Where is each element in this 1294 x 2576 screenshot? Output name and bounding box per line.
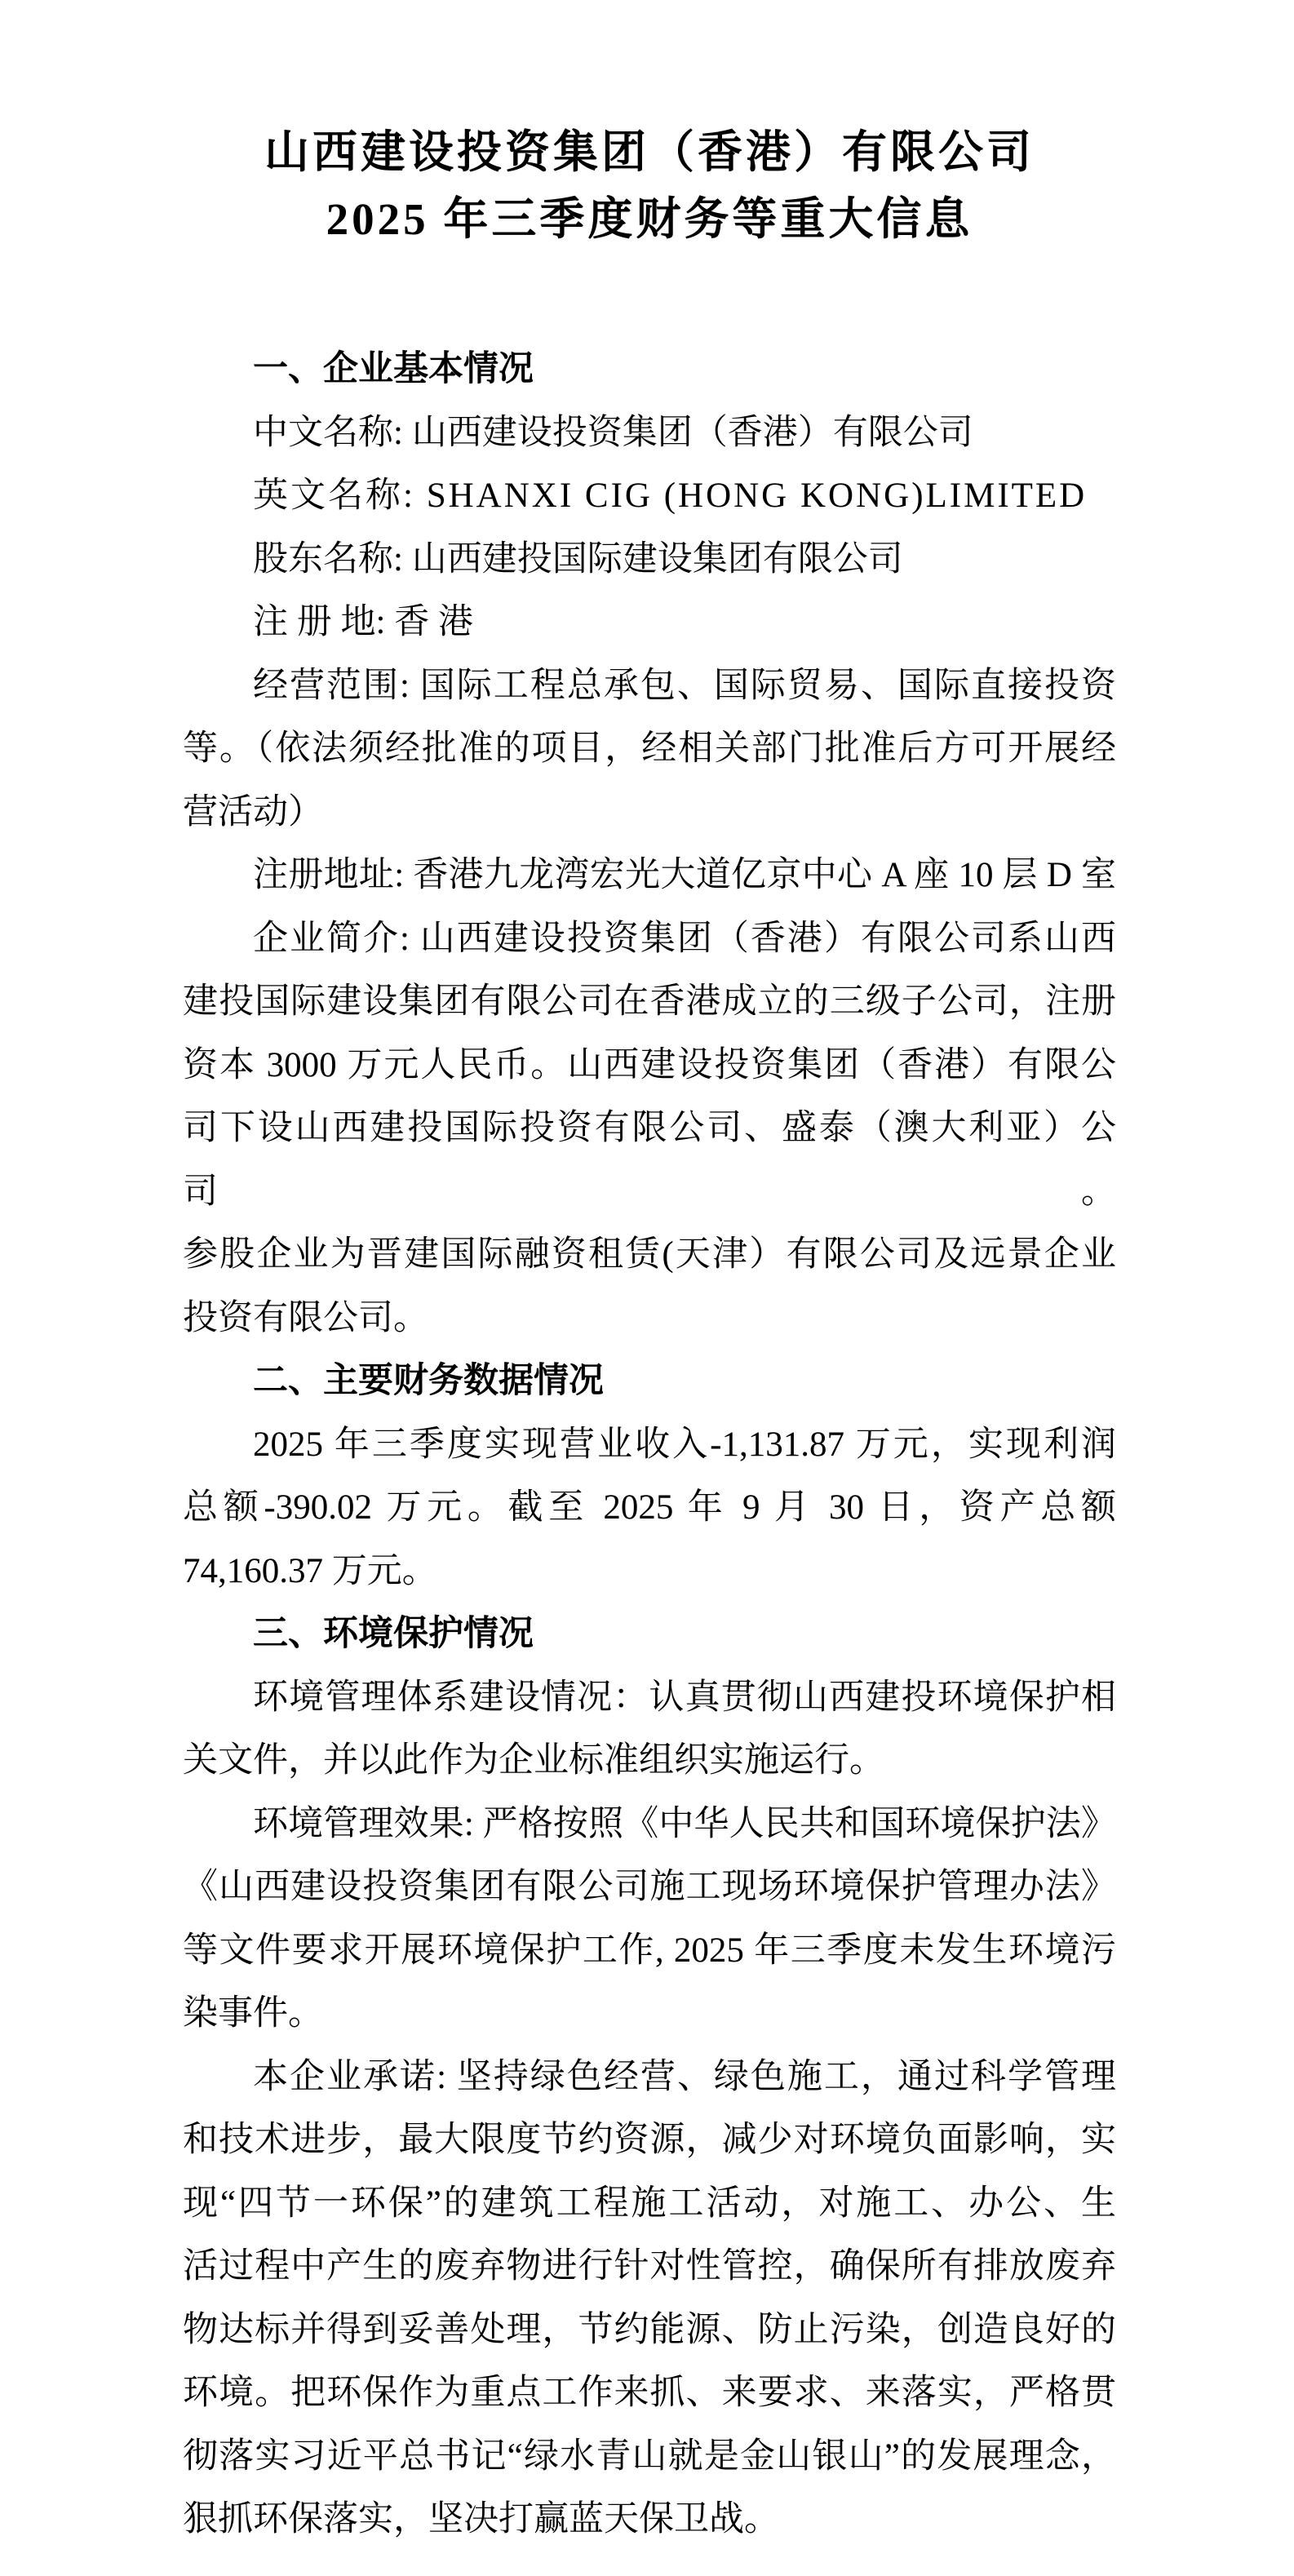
body-line: 等。（依法须经批准的项目，经相关部门批准后方可开展经	[183, 729, 1116, 768]
section-1-heading: 一、企业基本情况	[253, 349, 534, 388]
body-line: 《山西建设投资集团有限公司施工现场环境保护管理办法》	[183, 1868, 1116, 1906]
body-line: 中文名称: 山西建设投资集团（香港）有限公司	[253, 413, 973, 452]
body-line: 关文件，并以此作为企业标准组织实施运行。	[183, 1741, 884, 1780]
body-line: 英文名称: SHANXI CIG (HONG KONG)LIMITED	[253, 477, 1088, 515]
body-line: 物达标并得到妥善处理，节约能源、防止污染，创造良好的	[183, 2310, 1116, 2349]
body-line: 投资有限公司。	[183, 1298, 428, 1337]
body-line: 营活动）	[183, 792, 323, 831]
document-title-line-1: 山西建设投资集团（香港）有限公司	[264, 127, 1035, 177]
document-title-line-2: 2025 年三季度财务等重大信息	[326, 194, 973, 244]
body-line: 74,160.37 万元。	[183, 1551, 437, 1590]
body-line: 活过程中产生的废弃物进行针对性管控，确保所有排放废弃	[183, 2247, 1116, 2286]
body-line: 彻落实习近平总书记“绿水青山就是金山银山”的发展理念，	[183, 2436, 1116, 2476]
body-line: 环境。把环保作为重点工作来抓、来要求、来落实，严格贯	[183, 2374, 1116, 2412]
body-line: 注册地址: 香港九龙湾宏光大道亿京中心 A 座 10 层 D 室	[253, 856, 1116, 894]
body-line: 和技术进步，最大限度节约资源，减少对环境负面影响，实	[183, 2121, 1116, 2159]
body-line: 经营范围: 国际工程总承包、国际贸易、国际直接投资	[253, 666, 1116, 705]
body-line: 环境管理效果: 严格按照《中华人民共和国环境保护法》	[253, 1804, 1116, 1843]
document-body	[183, 338, 1116, 2552]
section-2-heading: 二、主要财务数据情况	[253, 1361, 604, 1400]
body-line: 总额-390.02 万元。截至 2025 年 9 月 30 日，资产总额	[183, 1488, 1116, 1527]
body-line: 司下设山西建投国际投资有限公司、盛泰（澳大利亚）公司。	[183, 1109, 1116, 1211]
body-line: 现“四节一环保”的建筑工程施工活动，对施工、办公、生	[183, 2184, 1116, 2223]
body-line: 染事件。	[183, 1994, 323, 2033]
document-title	[183, 0, 1116, 253]
body-line: 参股企业为晋建国际融资租赁(天津）有限公司及远景企业	[183, 1235, 1116, 1274]
body-line: 企业简介: 山西建设投资集团（香港）有限公司系山西	[253, 919, 1116, 958]
body-line: 2025 年三季度实现营业收入-1,131.87 万元，实现利润	[253, 1425, 1116, 1464]
body-line: 狠抓环保落实，坚决打赢蓝天保卫战。	[183, 2500, 779, 2538]
body-line: 注 册 地: 香 港	[253, 603, 473, 641]
body-line: 环境管理体系建设情况：认真贯彻山西建投环境保护相	[253, 1678, 1116, 1717]
body-line: 本企业承诺: 坚持绿色经营、绿色施工，通过科学管理	[253, 2057, 1116, 2096]
body-line: 股东名称: 山西建投国际建设集团有限公司	[253, 539, 903, 579]
body-line: 建投国际建设集团有限公司在香港成立的三级子公司，注册	[183, 982, 1116, 1021]
section-3-heading: 三、环境保护情况	[253, 1614, 534, 1653]
body-line: 资本 3000 万元人民币。山西建设投资集团（香港）有限公	[183, 1045, 1116, 1084]
body-line: 等文件要求开展环境保护工作, 2025 年三季度未发生环境污	[183, 1931, 1116, 1970]
